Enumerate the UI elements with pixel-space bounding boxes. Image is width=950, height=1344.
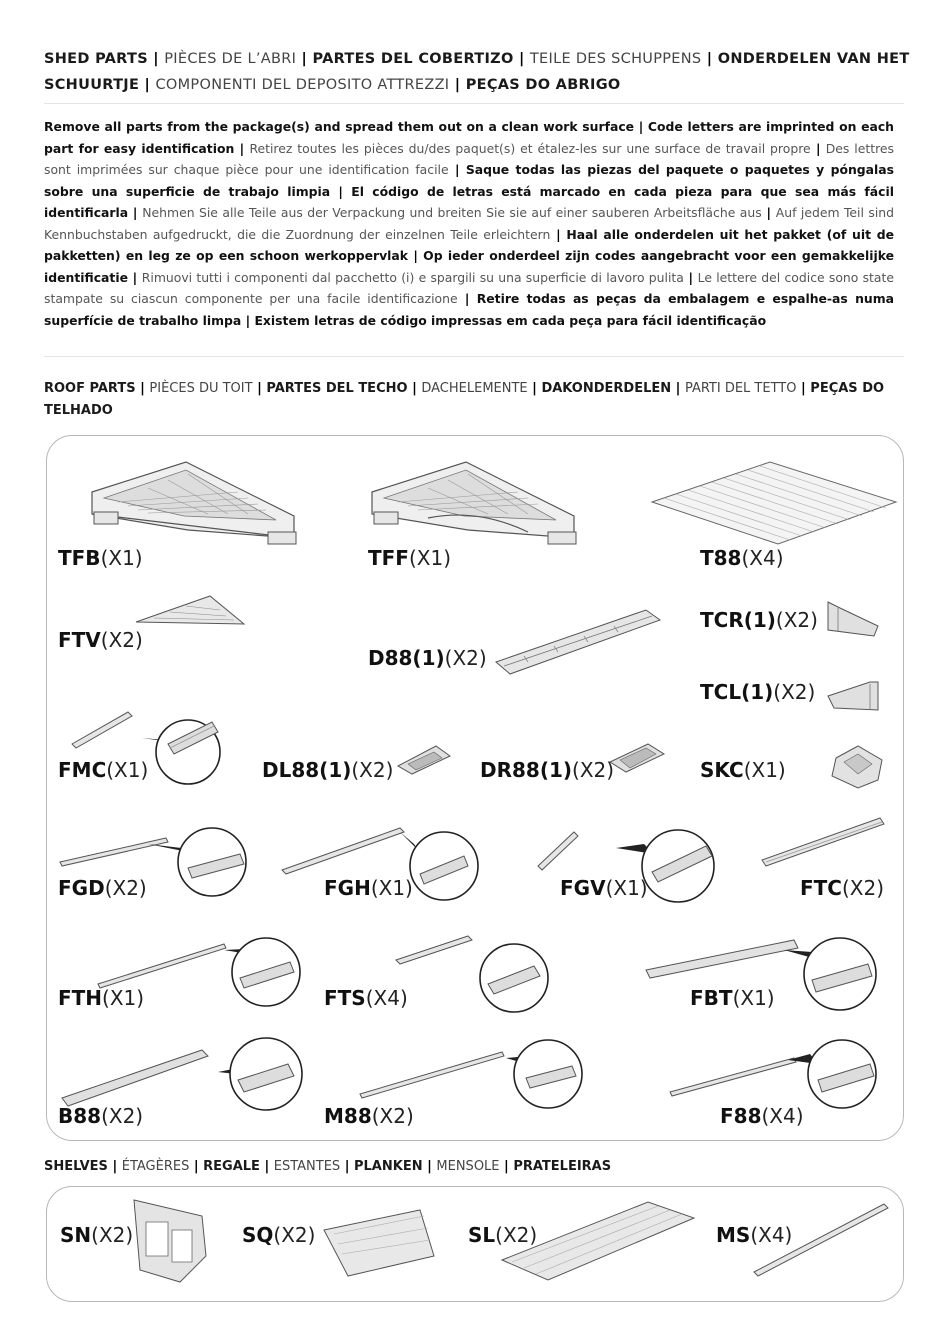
text-segment: ÉTAGÈRES [121, 1159, 190, 1174]
text-segment: Auf jedem Teil sind Kennbuchstaben aufgedruckt, die die Zuordnung der einzelnen Teile erleichtern [44, 205, 894, 242]
part-label-tfb: TFB(X1) [58, 546, 143, 570]
text-segment: SHED PARTS [44, 51, 148, 67]
separator: | [550, 226, 567, 242]
separator: | [408, 248, 424, 263]
text-segment: Retirez toutes les pièces du/des paquet(s) et étalez-les sur une surface de travail propre [249, 140, 811, 156]
separator: | [761, 205, 776, 220]
separator: | [671, 381, 685, 396]
dr88-bracket-illustration [608, 742, 666, 776]
gable-front-illustration [368, 458, 580, 550]
separator: | [499, 1159, 514, 1174]
text-segment: Code letters are imprinted on each part for easy identification [44, 119, 894, 156]
text-segment: Remove all parts from the package(s) and spread them out on a clean work surface [44, 119, 635, 134]
text-segment: DACHELEMENTE [421, 381, 528, 396]
separator: | [139, 77, 156, 93]
part-label-fgh: FGH(X1) [324, 876, 413, 900]
separator: | [259, 1159, 274, 1174]
part-label-ms: MS(X4) [716, 1223, 793, 1247]
text-segment: PARTES DEL COBERTIZO [312, 51, 514, 67]
separator: | [234, 140, 250, 156]
text-segment: Rimuovi tutti i componenti dal pacchetto (i) e spargili su una superficie di lavoro pulita [141, 269, 684, 285]
separator: | [189, 1159, 204, 1174]
text-segment: Retire todas as peças da embalagem e espalhe-as numa superfície de trabalho limpa [44, 291, 894, 328]
separator: | [810, 140, 826, 156]
part-label-fbt: FBT(X1) [690, 986, 775, 1010]
ridge-beam-illustration [494, 606, 664, 680]
text-segment: Op ieder onderdeel zijn codes aangebracht voor een gemakkelijke identificatie [44, 248, 895, 285]
text-segment: Existem letras de código impressas em cada peça para fácil identificação [254, 312, 767, 328]
part-label-f88: F88(X4) [720, 1104, 804, 1128]
separator: | [128, 205, 143, 220]
text-segment: ONDERDELEN VAN HET SCHUURTJE [44, 51, 910, 93]
part-label-skc: SKC(X1) [700, 758, 786, 782]
separator: | [340, 1159, 354, 1174]
corner-cap-right-illustration [826, 600, 880, 640]
text-segment: PIÈCES DE L’ABRI [164, 51, 297, 67]
text-segment: PIÈCES DU TOIT [149, 381, 253, 396]
separator: | [135, 381, 150, 396]
divider [44, 356, 904, 357]
text-segment: REGALE [203, 1159, 260, 1174]
f88-bar-illustration [668, 1040, 880, 1112]
text-segment: Haal alle onderdelen uit het pakket (of uit de pakketten) en leg ze op een schoon werkoppervlak [44, 226, 894, 263]
separator: | [296, 51, 313, 67]
text-segment: SHELVES [44, 1159, 108, 1174]
part-label-ftc: FTC(X2) [800, 876, 885, 900]
text-segment: PRATELEIRAS [513, 1159, 612, 1174]
text-segment: Le lettere del codice sono state stampate su ciascun componente per una facile identificazione [44, 269, 894, 306]
separator: | [701, 51, 718, 67]
m88-bar-illustration [358, 1038, 584, 1100]
text-segment: Saque todas las piezas del paquete o paquetes y póngalas sobre una superficie de trabajo limpia [44, 162, 894, 199]
separator: | [422, 1159, 437, 1174]
text-segment: PLANKEN [354, 1159, 423, 1174]
separator: | [527, 381, 542, 396]
separator: | [683, 269, 698, 285]
part-label-dl88: DL88(1)(X2) [262, 758, 394, 782]
fts-bar-illustration [394, 932, 554, 1014]
part-label-t88: T88(X4) [700, 546, 784, 570]
intro-instructions [44, 116, 894, 331]
text-segment: PARTI DEL TETTO [684, 381, 797, 396]
part-label-fgd: FGD(X2) [58, 876, 147, 900]
separator: | [513, 51, 530, 67]
part-label-m88: M88(X2) [324, 1104, 414, 1128]
text-segment: Des lettres sont imprimées sur chaque pièce pour une identification facile [44, 140, 894, 177]
part-label-tff: TFF(X1) [368, 546, 451, 570]
skc-connector-illustration [828, 744, 886, 790]
text-segment: MENSOLE [436, 1159, 500, 1174]
separator: | [330, 183, 352, 199]
part-label-sn: SN(X2) [60, 1223, 134, 1247]
part-label-fgv: FGV(X1) [560, 876, 648, 900]
text-segment: ESTANTES [273, 1159, 341, 1174]
part-label-dr88: DR88(1)(X2) [480, 758, 615, 782]
text-segment: DAKONDERDELEN [541, 381, 672, 396]
part-label-b88: B88(X2) [58, 1104, 144, 1128]
separator: | [241, 312, 255, 328]
text-segment: PARTES DEL TECHO [266, 381, 408, 396]
ftc-bar-illustration [760, 814, 886, 870]
text-segment: COMPONENTI DEL DEPOSITO ATTREZZI [155, 77, 450, 93]
part-label-fts: FTS(X4) [324, 986, 408, 1010]
separator: | [407, 381, 422, 396]
part-label-fmc: FMC(X1) [58, 758, 149, 782]
text-segment: PEÇAS DO TELHADO [44, 381, 885, 418]
text-segment: ROOF PARTS [44, 381, 136, 396]
divider [44, 103, 904, 104]
part-label-ftv: FTV(X2) [58, 628, 143, 652]
text-segment: PEÇAS DO ABRIGO [465, 77, 621, 93]
page-title [44, 46, 914, 98]
part-label-sq: SQ(X2) [242, 1223, 316, 1247]
dl88-bracket-illustration [396, 742, 452, 776]
separator: | [634, 119, 648, 134]
corner-cap-left-illustration [826, 680, 880, 714]
text-segment: Nehmen Sie alle Teile aus der Verpackung und breiten Sie sie auf einer sauberen Arbeitsfläche aus [142, 205, 762, 220]
gable-back-illustration [88, 458, 300, 550]
separator: | [796, 381, 811, 396]
separator: | [449, 77, 466, 93]
part-label-sl: SL(X2) [468, 1223, 538, 1247]
roof-panel-illustration [650, 458, 900, 546]
part-label-d88: D88(1)(X2) [368, 646, 487, 670]
separator: | [252, 381, 267, 396]
separator: | [127, 269, 142, 285]
sn-shelf-bracket-illustration [130, 1196, 212, 1288]
separator: | [147, 51, 165, 67]
part-label-fth: FTH(X1) [58, 986, 145, 1010]
text-segment: TEILE DES SCHUPPENS [529, 51, 702, 67]
part-label-tcl: TCL(1)(X2) [700, 680, 816, 704]
shelves-heading [44, 1157, 914, 1177]
text-segment: El código de letras está marcado en cada pieza para que sea más fácil identificarla [44, 183, 894, 220]
part-label-tcr: TCR(1)(X2) [700, 608, 818, 632]
separator: | [448, 162, 466, 177]
sq-shelf-illustration [320, 1200, 440, 1280]
separator: | [457, 291, 477, 306]
separator: | [107, 1159, 122, 1174]
roof-parts-heading [44, 378, 914, 422]
vent-illustration [134, 594, 246, 628]
